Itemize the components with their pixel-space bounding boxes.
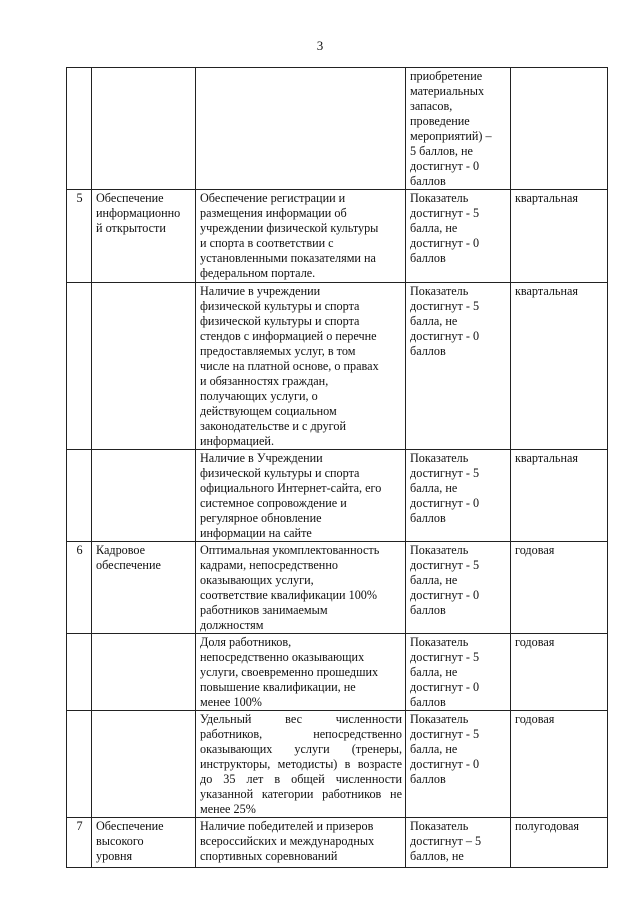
indicator-cell: Удельный вес численности работников, непосредственно оказывающих услуги (тренеры, инструкторы, методисты) в возрасте до 35 лет в общей численности указанной категории работников не менее 25% bbox=[196, 711, 406, 818]
row-number bbox=[67, 711, 92, 818]
table-row bbox=[67, 68, 608, 190]
evaluation-cell: Показатель достигнут - 5 балла, не достигнут - 0 баллов bbox=[406, 450, 511, 542]
indicator-cell: Оптимальная укомплектованность кадрами, непосредственно оказывающих услуги, соответствие квалификации 100% работников занимаемым должностям bbox=[196, 542, 406, 634]
table-row bbox=[67, 711, 608, 818]
row-number bbox=[67, 634, 92, 711]
indicator-cell: Наличие победителей и призеров всероссийских и международных спортивных соревнований bbox=[196, 818, 406, 868]
row-number bbox=[67, 68, 92, 190]
criterion-cell bbox=[92, 68, 196, 190]
row-number: 5 bbox=[67, 190, 92, 283]
table-row bbox=[67, 634, 608, 711]
criterion-cell: Кадровое обеспечение bbox=[92, 542, 196, 634]
indicator-cell: Обеспечение регистрации и размещения информации об учреждении физической культуры и спорта в соответствии с установленными показателями на федеральном портале. bbox=[196, 190, 406, 283]
table-row bbox=[67, 818, 608, 868]
criteria-table bbox=[66, 67, 608, 868]
evaluation-cell: приобретение материальных запасов, проведение мероприятий) – 5 баллов, не достигнут - 0 баллов bbox=[406, 68, 511, 190]
periodicity-cell: квартальная bbox=[511, 283, 608, 450]
row-number: 7 bbox=[67, 818, 92, 868]
criterion-cell bbox=[92, 450, 196, 542]
periodicity-cell: годовая bbox=[511, 711, 608, 818]
indicator-cell: Наличие в учреждении физической культуры и спорта физической культуры и спорта стендов с информацией о перечне предоставляемых услуг, в том числе на платной основе, о правах и обязанностях граждан, получающих услуги, о действующем социальном законодательстве и с другой информацией. bbox=[196, 283, 406, 450]
periodicity-cell bbox=[511, 68, 608, 190]
criterion-cell: Обеспечение информационно й открытости bbox=[92, 190, 196, 283]
evaluation-cell: Показатель достигнут – 5 баллов, не bbox=[406, 818, 511, 868]
row-number: 6 bbox=[67, 542, 92, 634]
evaluation-cell: Показатель достигнут - 5 балла, не достигнут - 0 баллов bbox=[406, 634, 511, 711]
evaluation-cell: Показатель достигнут - 5 балла, не достигнут - 0 баллов bbox=[406, 283, 511, 450]
evaluation-cell: Показатель достигнут - 5 балла, не достигнут - 0 баллов bbox=[406, 711, 511, 818]
indicator-cell: Наличие в Учреждении физической культуры и спорта официального Интернет-сайта, его системное сопровождение и регулярное обновление информации на сайте bbox=[196, 450, 406, 542]
table-row bbox=[67, 190, 608, 283]
criterion-cell: Обеспечение высокого уровня bbox=[92, 818, 196, 868]
criterion-cell bbox=[92, 283, 196, 450]
periodicity-cell: годовая bbox=[511, 634, 608, 711]
page-number: 3 bbox=[316, 38, 324, 53]
periodicity-cell: квартальная bbox=[511, 190, 608, 283]
periodicity-cell: полугодовая bbox=[511, 818, 608, 868]
indicator-cell: Доля работников, непосредственно оказывающих услуги, своевременно прошедших повышение квалификации, не менее 100% bbox=[196, 634, 406, 711]
indicator-cell bbox=[196, 68, 406, 190]
table-row bbox=[67, 542, 608, 634]
criterion-cell bbox=[92, 711, 196, 818]
table-row bbox=[67, 450, 608, 542]
criterion-cell bbox=[92, 634, 196, 711]
periodicity-cell: годовая bbox=[511, 542, 608, 634]
evaluation-cell: Показатель достигнут - 5 балла, не достигнут - 0 баллов bbox=[406, 542, 511, 634]
periodicity-cell: квартальная bbox=[511, 450, 608, 542]
table-row bbox=[67, 283, 608, 450]
row-number bbox=[67, 283, 92, 450]
evaluation-cell: Показатель достигнут - 5 балла, не достигнут - 0 баллов bbox=[406, 190, 511, 283]
row-number bbox=[67, 450, 92, 542]
